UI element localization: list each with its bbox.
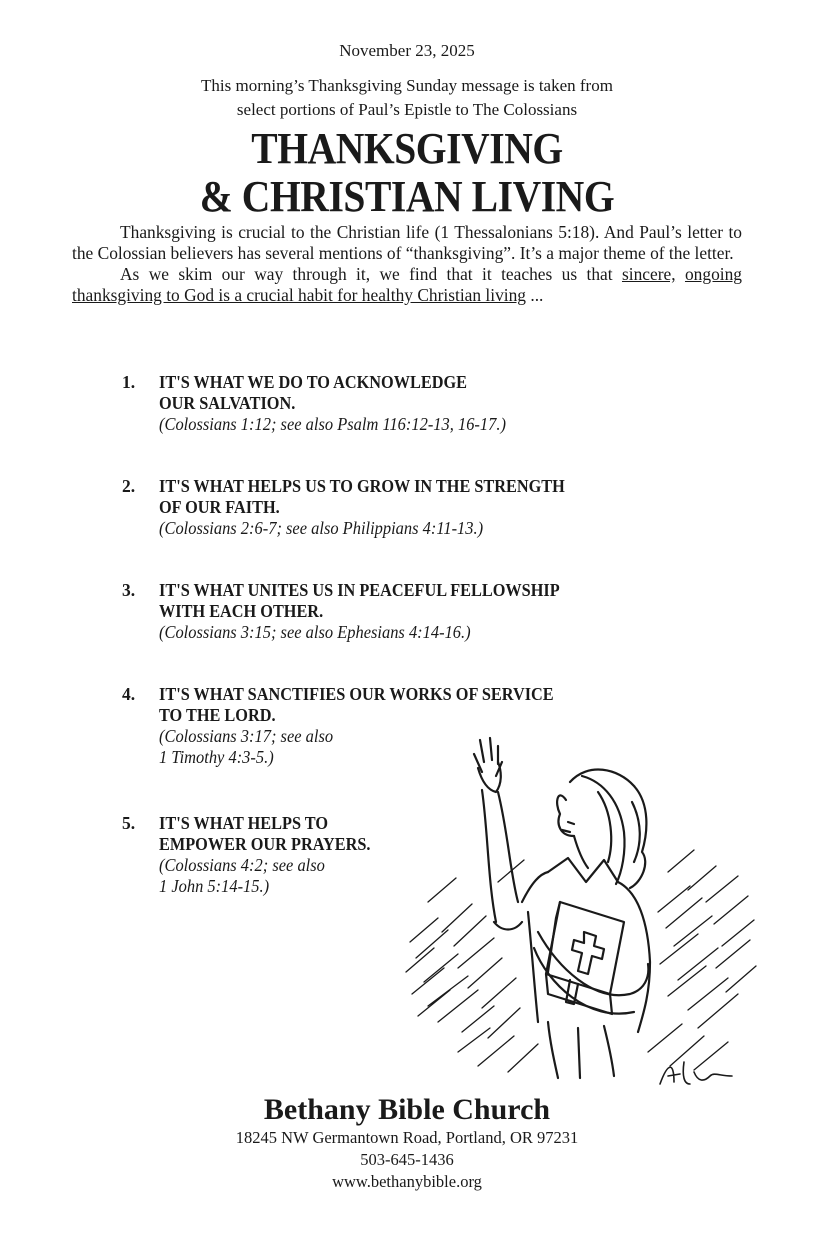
title-line-1: THANKSGIVING (251, 124, 563, 173)
point-reference: (Colossians 1:12; see also Psalm 116:12-13, 16-17.) (159, 414, 506, 434)
church-website: www.bethanybible.org (332, 1172, 482, 1191)
title-line-2: & CHRISTIAN LIVING (199, 172, 615, 221)
point-reference-line-1: (Colossians 3:17; see also (159, 726, 334, 746)
intro-paragraph-2 (72, 264, 742, 306)
point-heading-line-2: OF OUR FAITH. (159, 497, 280, 517)
point-number: 2. (122, 476, 136, 496)
church-name: Bethany Bible Church (263, 1093, 551, 1126)
point-heading-line-2: EMPOWER OUR PRAYERS. (159, 834, 371, 854)
church-address: 18245 NW Germantown Road, Portland, OR 97231 (235, 1128, 579, 1147)
point-reference: (Colossians 2:6-7; see also Philippians 4:11-13.) (159, 518, 484, 538)
point-reference: (Colossians 3:15; see also Ephesians 4:14-16.) (159, 622, 471, 642)
praying-figure-with-bible-illustration (398, 732, 758, 1094)
intro-p2-underlined-a: sincere, (621, 264, 676, 284)
subtitle-line-2: select portions of Paul’s Epistle to The Colossians (236, 100, 578, 119)
church-phone: 503-645-1436 (360, 1150, 454, 1169)
point-heading-line-1: IT'S WHAT UNITES US IN PEACEFUL FELLOWSHIP (159, 580, 560, 600)
point-heading-line-1: IT'S WHAT SANCTIFIES OUR WORKS OF SERVICE (159, 684, 554, 704)
intro-paragraph-1: Thanksgiving is crucial to the Christian life (1 Thessalonians 5:18). And Paul’s letter to the Colossian believers has several mentions of “thanksgiving”. It’s a major theme of the letter. (72, 222, 742, 263)
point-number: 1. (122, 372, 136, 392)
point-reference-line-2: 1 Timothy 4:3-5.) (159, 747, 274, 767)
date-line: November 23, 2025 (339, 41, 475, 60)
intro-p2-underlined-b: ongoing thanksgiving to God is a crucial habit for healthy Christian living (72, 264, 742, 305)
point-number: 5. (122, 813, 136, 833)
intro-text (72, 222, 742, 306)
point-heading-line-1: IT'S WHAT HELPS TO (159, 813, 329, 833)
point-reference-line-2: 1 John 5:14-15.) (159, 876, 270, 896)
point-number: 3. (122, 580, 136, 600)
intro-p2-tail: ... (526, 285, 544, 305)
point-heading-line-1: IT'S WHAT HELPS US TO GROW IN THE STRENGTH (159, 476, 565, 496)
point-heading-line-2: OUR SALVATION. (159, 393, 296, 413)
subtitle-line-1: This morning’s Thanksgiving Sunday message is taken from (201, 76, 613, 95)
point-heading-line-2: WITH EACH OTHER. (159, 601, 324, 621)
point-heading-line-2: TO THE LORD. (159, 705, 276, 725)
intro-p2-lead: As we skim our way through it, we find that it teaches us that (120, 264, 622, 284)
point-heading-line-1: IT'S WHAT WE DO TO ACKNOWLEDGE (159, 372, 467, 392)
point-reference-line-1: (Colossians 4:2; see also (159, 855, 325, 875)
point-number: 4. (122, 684, 136, 704)
